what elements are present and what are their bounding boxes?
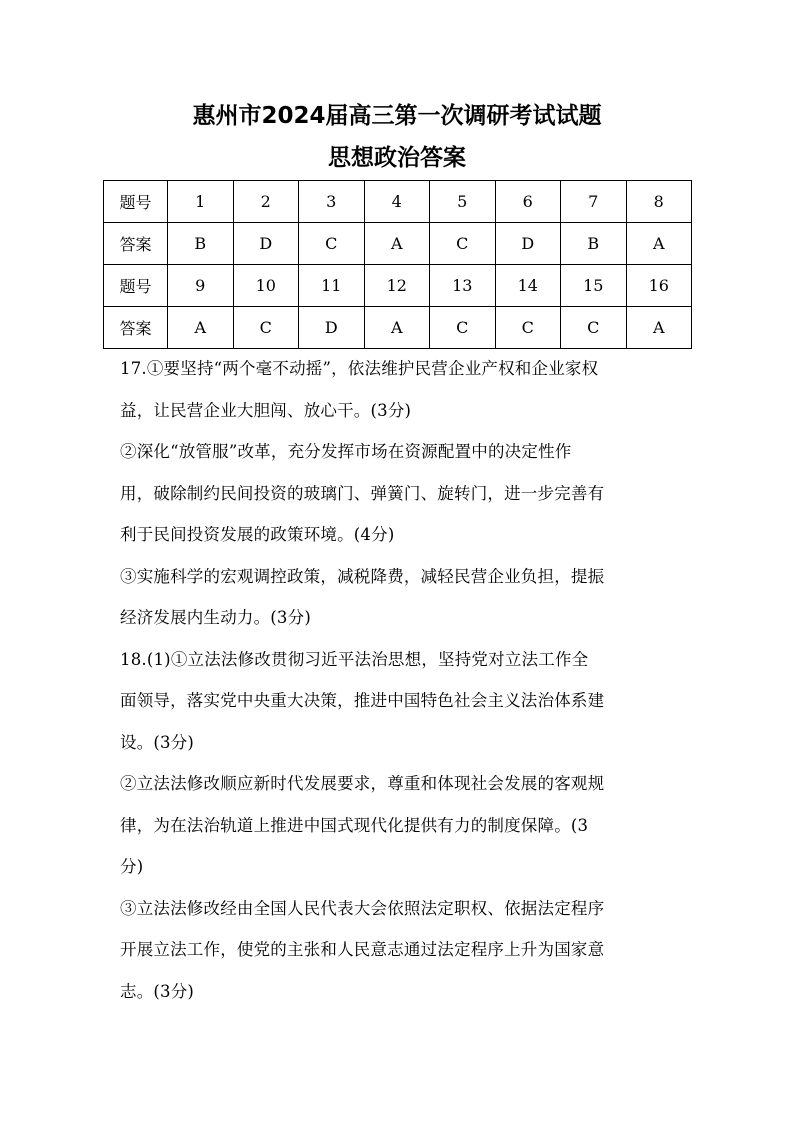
text-line: 面领导，落实党中央重大决策，推进中国特色社会主义法治体系建 (120, 691, 605, 710)
table-cell: D (299, 307, 365, 349)
table-cell: 15 (561, 265, 627, 307)
text-line: 志。(3分) (120, 981, 195, 1001)
table-cell: 8 (626, 181, 692, 223)
table-cell: B (168, 223, 234, 265)
document-title: 惠州市2024届高三第一次调研考试试题 (192, 103, 602, 129)
row-label: 题号 (104, 265, 168, 307)
table-cell: D (495, 223, 561, 265)
text-line: 设。(3分) (120, 732, 195, 752)
table-cell: 1 (168, 181, 234, 223)
table-cell: C (495, 307, 561, 349)
answer-explanations (120, 348, 680, 1012)
table-cell: A (626, 307, 692, 349)
row-label: 答案 (104, 223, 168, 265)
table-cell: B (561, 223, 627, 265)
table-cell: 4 (364, 181, 430, 223)
table-cell: 13 (430, 265, 496, 307)
table-row (104, 265, 692, 307)
text-line: 分) (120, 857, 144, 876)
table-cell: C (233, 307, 299, 349)
table-cell: 14 (495, 265, 561, 307)
text-line: 18.(1)①立法法修改贯彻习近平法治思想，坚持党对立法工作全 (120, 649, 589, 669)
table-cell: 7 (561, 181, 627, 223)
text-line: 律，为在法治轨道上推进中国式现代化提供有力的制度保障。(3 (120, 815, 589, 835)
table-row (104, 181, 692, 223)
text-line: 利于民间投资发展的政策环境。(4分) (120, 525, 395, 544)
table-cell: C (430, 223, 496, 265)
text-line: ②立法法修改顺应新时代发展要求，尊重和体现社会发展的客观规 (120, 774, 605, 793)
table-cell: C (430, 307, 496, 349)
table-cell: 6 (495, 181, 561, 223)
table-row (104, 307, 692, 349)
text-line: ③立法法修改经由全国人民代表大会依照法定职权、依据法定程序 (120, 898, 605, 918)
table-cell: 2 (233, 181, 299, 223)
table-cell: 10 (233, 265, 299, 307)
table-cell: C (299, 223, 365, 265)
table-cell: 5 (430, 181, 496, 223)
table-cell: A (626, 223, 692, 265)
table-cell: 11 (299, 265, 365, 307)
text-line: 益，让民营企业大胆闯、放心干。(3分) (120, 400, 412, 420)
row-label: 答案 (104, 307, 168, 349)
table-cell: A (364, 223, 430, 265)
table-cell: 9 (168, 265, 234, 307)
table-cell: D (233, 223, 299, 265)
table-cell: 3 (299, 181, 365, 223)
text-line: ③实施科学的宏观调控政策，减税降费，减轻民营企业负担，提振 (120, 566, 605, 586)
document-subtitle: 思想政治答案 (328, 145, 466, 171)
answer-table (103, 180, 692, 349)
table-cell: C (561, 307, 627, 349)
text-line: 用，破除制约民间投资的玻璃门、弹簧门、旋转门，进一步完善有 (120, 483, 605, 503)
text-line: 17.①要坚持“两个毫不动摇”，依法维护民营企业产权和企业家权 (120, 359, 599, 378)
text-line: 开展立法工作，使党的主张和人民意志通过法定程序上升为国家意 (120, 940, 605, 959)
row-label: 题号 (104, 181, 168, 223)
table-cell: A (364, 307, 430, 349)
table-row (104, 223, 692, 265)
table-cell: 16 (626, 265, 692, 307)
text-line: ②深化“放管服”改革，充分发挥市场在资源配置中的决定性作 (120, 442, 572, 461)
text-line: 经济发展内生动力。(3分) (120, 608, 311, 627)
table-cell: 12 (364, 265, 430, 307)
table-cell: A (168, 307, 234, 349)
